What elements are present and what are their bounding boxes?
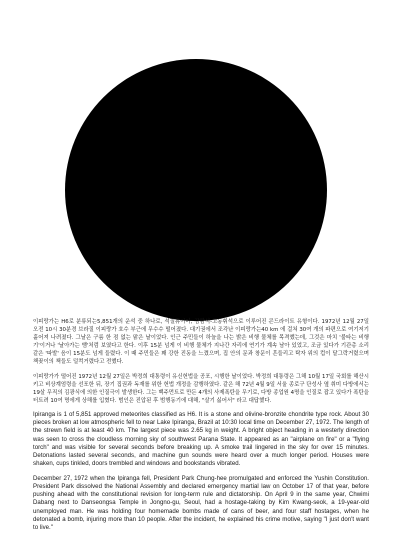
black-circle-graphic bbox=[65, 59, 327, 321]
korean-paragraph-meteorite: 이피랑가는 H6로 분류되는5,851개의 운석 중 하나로, 석질휴이어, 감람석-고동휘석으로 이루어진 콘드라이트 유형이다. 1972년 12월 27일 오전 10시 30분경 브라질 이피랑가 호수 부근에 무수수 떨어졌다. 대기권에서 조각난 이피랑가는40 km 에 걸쳐 30여 개의 파편으로 여기저기 흩어져 나려졌다. 그날은 구름 한 점 없는 맑은 날이었다. 인근 주민들이 하늘을 나는 밝은 비행 물체를 목격했는데, 그것은 마치 '불타는 비행기'이거나 '날아가는 뱀'처럼 보였다고 한다. 이후 15분 넘게 이 비행 물체가 지나간 자리에 연기가 계속 남아 있었고, 조금 있다가 기관총 소리 같은 '따발' 음이 15분도 넘게 들렸다. 이 때 주민들은 꽤 강한 진동을 느꼈으며, 집 안의 문과 창문이 흔들리고 탁자 위의 컵이 달그락거렸으며 책꽂이의 책들도 덜컥거렸다고 전했다. bbox=[33, 319, 369, 366]
korean-paragraph-history: 이피랑가가 떨어진 1972년 12월 27일은 박정희 대통령이 유신헌법을 공포, 시행한 날이었다. 박정희 대통령은 그해 10월 17일 국회를 해산시키고 비상계엄령을 선포한 뒤, 장기 집권과 독재를 위한 헌법 개정을 감행하였다. 같은 해 72년 4월 9일 서울 종로구 단성사 옆 취미 다방에서는 19살 무직의 김광식에 의한 인질극이 발생한다. 그는 백주먼트로 만든 4개의 사제폭탄을 무기로, 다방 종업원 4명을 인질로 잡고 있다가 폭탄을 터트려 10여 명에게 상해를 입혔다. 범인은 진압된 후 범행동기에 대해, "살기 싫어서" 라고 대답했다. bbox=[33, 373, 369, 404]
english-paragraph-meteorite: Ipiranga is 1 of 5,851 approved meteorites classified as H6. It is a stone and olivine-bronzite chondrite type rock. About 30 pieces broken at low atmospheric fell to near Lake Ipiranga, Brazil at 10:30 local time on December 27, 1972. The length of the strewn field is at least 40 km. The largest piece was 2.65 kg in weight. A bright object heading in a westerly direction was seen to cross the cloudless morning sky of southwest Parana State. It appeared as an "airplane on fire" or a "flying torch" and was visible for several seconds before breaking up. A smoke trail lingered in the sky for over 15 minutes. Detonations lasted several seconds, and machine gun sounds were heard over a much longer period. Houses were shaken, cups tinkled, doors trembled and windows and bookstands vibrated. bbox=[33, 410, 369, 468]
text-column bbox=[33, 318, 369, 532]
english-paragraph-history: December 27, 1972 when the Ipiranga fell, President Park Chung-hee promulgated and enforced the Yushin Constitution. President Park dissolved the National Assembly and declared emergency martial law on October 17 of that year, before pushing ahead with the constitutional revision for long-term rule and dictatorship. On April 9 in the same year, Chwimi Dabang next to Danseongsa Temple in Jongno-gu, Seoul, had a hostage-taking by Kim Kwang-seok, a 19-year-old unemployed man. He was holding four homemade bombs made of cans of beer, and four staff hostages, when he detonated a bomb, injuring more than 10 people. After the incident, he explained his crime motive, saying "I just don't want to live." bbox=[33, 474, 369, 532]
